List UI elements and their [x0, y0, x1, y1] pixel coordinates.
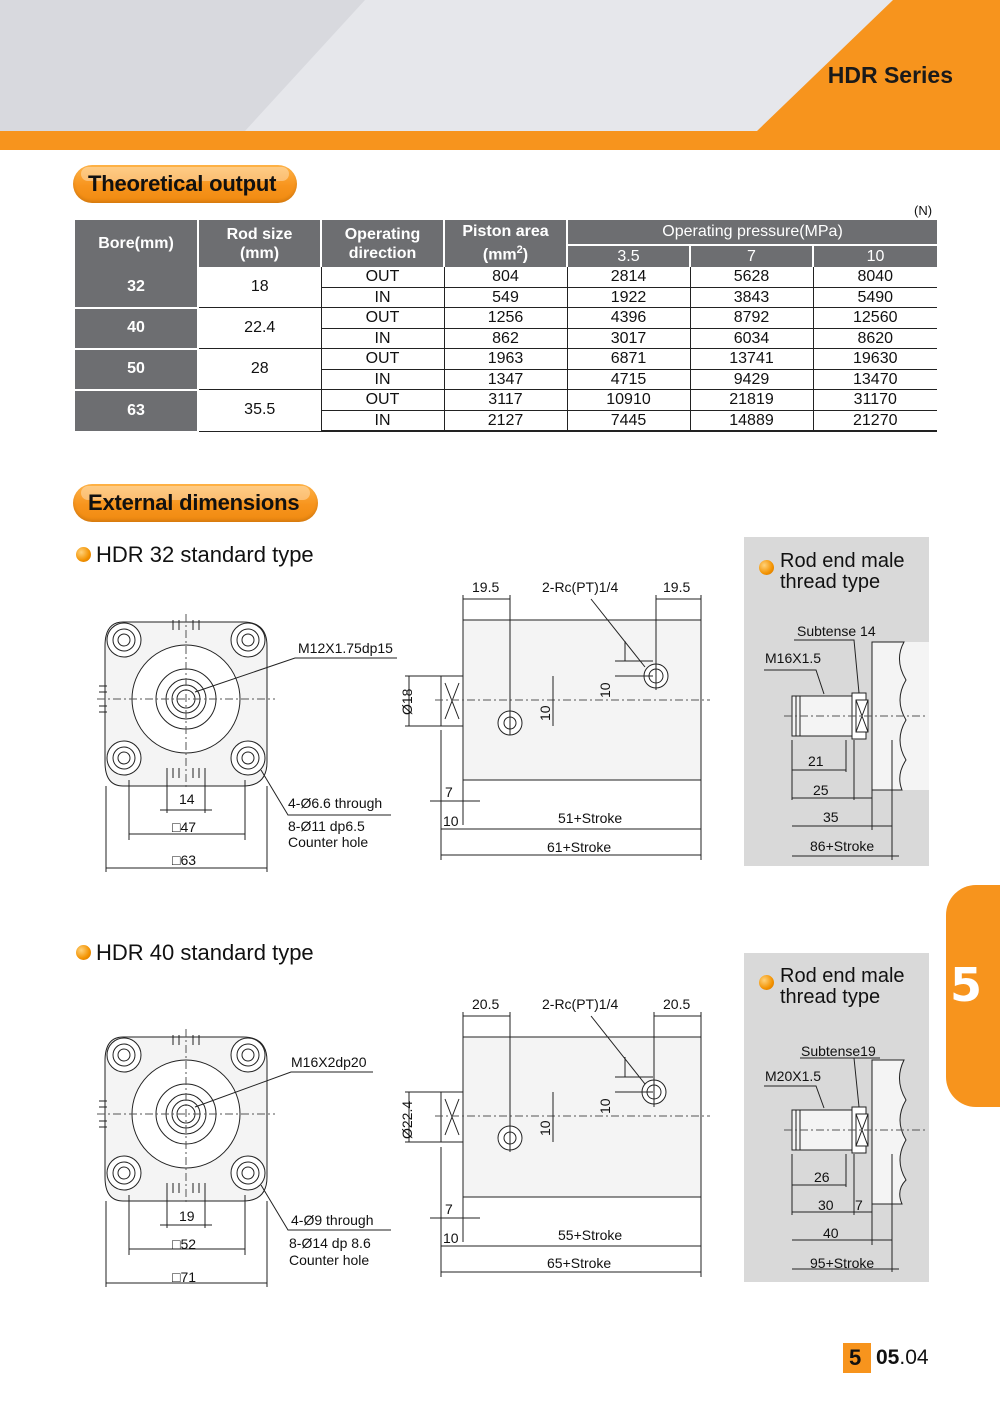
value-cell: 19630: [813, 349, 937, 370]
value-cell: 4396: [567, 308, 690, 329]
hdr32-rod-d25: 25: [813, 782, 829, 798]
hdr40-side-phi: Ø22.4: [399, 1100, 415, 1139]
direction-cell: OUT: [321, 267, 444, 287]
bore-cell: 63: [75, 390, 198, 432]
hdr40-side-d10c: 10: [443, 1230, 459, 1246]
direction-cell: IN: [321, 287, 444, 308]
hdr40-front-thread: M16X2dp20: [291, 1054, 367, 1070]
value-cell: 31170: [813, 390, 937, 411]
value-cell: 6871: [567, 349, 690, 370]
table-row: [75, 390, 937, 411]
section-pill-external: [73, 484, 318, 522]
direction-cell: OUT: [321, 390, 444, 411]
hdr40-rod-end-title1: Rod end male: [780, 965, 905, 987]
value-cell: 7445: [567, 410, 690, 431]
hdr32-side-phi: Ø18: [399, 688, 415, 715]
hdr40-front-counter2: Counter hole: [289, 1252, 370, 1268]
value-cell: 10910: [567, 390, 690, 411]
hdr40-rod-d30: 30: [818, 1197, 834, 1213]
hdr32-front-d47: □47: [172, 819, 197, 835]
hdr40-rod-d40: 40: [823, 1225, 839, 1241]
hdr32-side-stroke1: 51+Stroke: [558, 810, 623, 826]
direction-cell: IN: [321, 410, 444, 431]
value-cell: 14889: [690, 410, 813, 431]
value-cell: 13741: [690, 349, 813, 370]
bullet-icon: [76, 945, 91, 960]
output-table: [75, 220, 937, 432]
bullet-icon: [76, 547, 91, 562]
page-chapter-number: 5: [849, 1345, 862, 1370]
hdr32-front-d63: □63: [172, 852, 197, 868]
hdr32-side-port: 2-Rc(PT)1/4: [542, 579, 619, 595]
unit-label: (N): [914, 203, 933, 218]
header-direction: [321, 220, 444, 267]
hdr40-front-d19: 19: [179, 1208, 195, 1224]
value-cell: 8620: [813, 328, 937, 349]
value-cell: 1963: [444, 349, 567, 370]
value-cell: 4715: [567, 369, 690, 390]
hdr32-rod-end-title: [780, 551, 905, 593]
table-row: [75, 308, 937, 329]
value-cell: 1256: [444, 308, 567, 329]
direction-cell: OUT: [321, 349, 444, 370]
value-cell: 8040: [813, 267, 937, 287]
section-title-theoretical: Theoretical output: [88, 171, 277, 196]
hdr32-front-counter2: Counter hole: [288, 834, 369, 850]
hdr32-rod-d21: 21: [808, 753, 824, 769]
value-cell: 8792: [690, 308, 813, 329]
hdr32-rod-thread: M16X1.5: [765, 650, 822, 666]
hdr40-front-view: [95, 1025, 425, 1295]
value-cell: 3843: [690, 287, 813, 308]
header-dir-l1: Operating: [344, 225, 421, 243]
header-area-l2: (mm: [482, 246, 517, 264]
series-title: HDR Series: [827, 62, 953, 88]
hdr32-rod-end-title2: thread type: [780, 571, 881, 593]
value-cell: 3117: [444, 390, 567, 411]
hdr32-rod-subtense: Subtense 14: [797, 623, 876, 639]
hdr40-rod-thread: M20X1.5: [765, 1068, 822, 1084]
hdr40-rod-d26: 26: [814, 1169, 830, 1185]
direction-cell: OUT: [321, 308, 444, 329]
hdr32-rod-end-drawing: [744, 620, 929, 860]
hdr32-rod-end-title1: Rod end male: [780, 550, 905, 572]
value-cell: 1347: [444, 369, 567, 390]
value-cell: 3017: [567, 328, 690, 349]
hdr40-title: HDR 40 standard type: [96, 940, 314, 965]
header-rod-l1: Rod size: [226, 225, 293, 243]
page-section-major: 05: [876, 1346, 900, 1369]
hdr32-rod-total: 86+Stroke: [810, 838, 875, 854]
hdr40-side-d10b: 10: [597, 1098, 613, 1114]
bullet-icon: [759, 560, 774, 575]
hdr40-rod-end-title: [780, 966, 905, 1008]
hdr32-front-thread: M12X1.75dp15: [298, 640, 393, 656]
value-cell: 6034: [690, 328, 813, 349]
bore-cell: 32: [75, 267, 198, 308]
header-bore: Bore(mm): [75, 220, 198, 267]
hdr32-front-view: [95, 610, 425, 880]
hdr32-side-d19a: 19.5: [472, 579, 500, 595]
value-cell: 13470: [813, 369, 937, 390]
hdr40-rod-total: 95+Stroke: [810, 1255, 875, 1271]
header-dir-l2: direction: [348, 244, 417, 262]
value-cell: 5628: [690, 267, 813, 287]
header-p3: 10: [813, 245, 937, 267]
value-cell: 862: [444, 328, 567, 349]
hdr40-side-stroke2: 65+Stroke: [547, 1255, 612, 1271]
hdr40-side-d10a: 10: [537, 1120, 553, 1136]
table-row: [75, 349, 937, 370]
value-cell: 12560: [813, 308, 937, 329]
value-cell: 21270: [813, 410, 937, 431]
value-cell: 2127: [444, 410, 567, 431]
direction-cell: IN: [321, 369, 444, 390]
header-area-l1: Piston area: [462, 223, 549, 241]
table-row: [75, 267, 937, 287]
value-cell: 5490: [813, 287, 937, 308]
hdr40-side-port: 2-Rc(PT)1/4: [542, 996, 619, 1012]
hdr32-front-through: 4-Ø6.6 through: [288, 795, 383, 811]
hdr40-front-through: 4-Ø9 through: [291, 1212, 374, 1228]
header-rod-l2: (mm): [239, 244, 280, 262]
hdr32-side-d10c: 10: [443, 813, 459, 829]
hdr40-side-view: [395, 992, 715, 1282]
header-area-close: ): [522, 246, 529, 264]
value-cell: 549: [444, 287, 567, 308]
hdr40-rod-subtense: Subtense19: [801, 1043, 876, 1059]
hdr40-side-d20b: 20.5: [663, 996, 691, 1012]
header-p1: 3.5: [567, 245, 690, 267]
rod-cell: 28: [198, 349, 321, 390]
value-cell: 1922: [567, 287, 690, 308]
hdr40-side-stroke1: 55+Stroke: [558, 1227, 623, 1243]
hdr32-side-view: [395, 575, 715, 865]
header-rod: [198, 220, 321, 267]
header-area-sup: 2: [516, 244, 523, 257]
value-cell: 2814: [567, 267, 690, 287]
page-section-minor: .04: [899, 1346, 929, 1369]
bore-cell: 40: [75, 308, 198, 349]
hdr40-front-d52: □52: [172, 1236, 197, 1252]
bore-cell: 50: [75, 349, 198, 390]
hdr32-front-d14: 14: [179, 791, 195, 807]
rod-cell: 35.5: [198, 390, 321, 432]
hdr32-rod-d35: 35: [823, 809, 839, 825]
hdr40-side-d20a: 20.5: [472, 996, 500, 1012]
section-pill-theoretical: [73, 165, 297, 203]
direction-cell: IN: [321, 328, 444, 349]
hdr32-side-d10a: 10: [537, 705, 553, 721]
value-cell: 21819: [690, 390, 813, 411]
value-cell: 9429: [690, 369, 813, 390]
hdr40-rod-d7: 7: [855, 1197, 863, 1213]
hdr40-rod-end-drawing: [744, 1040, 929, 1280]
hdr32-side-stroke2: 61+Stroke: [547, 839, 612, 855]
hdr40-front-d71: □71: [172, 1269, 197, 1285]
hdr32-side-d10b: 10: [597, 682, 613, 698]
hdr32-side-d19b: 19.5: [663, 579, 691, 595]
hdr40-rod-end-title2: thread type: [780, 986, 881, 1008]
rod-cell: 22.4: [198, 308, 321, 349]
header-pressure: Operating pressure(MPa): [567, 220, 937, 245]
section-title-external: External dimensions: [88, 490, 300, 515]
hdr32-title: HDR 32 standard type: [96, 542, 314, 567]
rod-cell: 18: [198, 267, 321, 308]
hdr32-front-counter1: 8-Ø11 dp6.5: [288, 818, 365, 834]
hdr40-front-counter1: 8-Ø14 dp 8.6: [289, 1235, 371, 1251]
value-cell: 804: [444, 267, 567, 287]
hdr32-side-d7: 7: [445, 784, 453, 800]
header-p2: 7: [690, 245, 813, 267]
page-section-number: [876, 1346, 929, 1370]
hdr40-side-d7: 7: [445, 1201, 453, 1217]
bullet-icon: [759, 975, 774, 990]
chapter-tab-number: 5: [950, 958, 983, 1012]
header-area: [444, 220, 567, 267]
